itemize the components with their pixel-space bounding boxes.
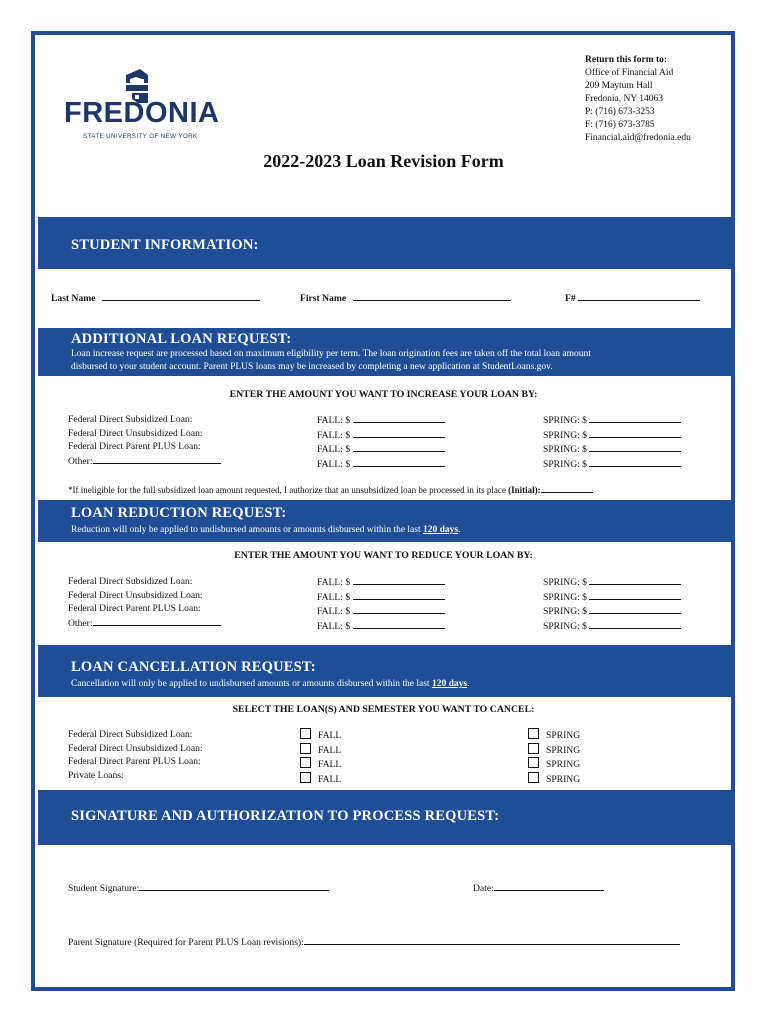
loan-label: Private Loans: [68,769,124,781]
increase-loan-list [68,413,221,468]
spring-amount-field[interactable] [589,442,681,452]
spring-amount-field[interactable] [589,428,681,438]
fall-label: FALL [318,759,342,771]
return-line: Fredonia, NY 14063 [585,94,664,104]
cancellation-desc: Cancellation will only be applied to undisbursed amounts or amounts disbursed within the last 120 days. [71,679,470,689]
other-field[interactable] [93,454,221,464]
reduction-loan-list [68,575,221,630]
student-signature-field[interactable] [139,881,329,891]
increase-desc-1: Loan increase request are processed based on maximum eligibility per term. The loan origination fees are taken off the total loan amount [71,349,591,359]
last-name-label: Last Name [51,293,96,304]
form-title: 2022-2023 Loan Revision Form [263,151,504,171]
spring-label: SPRING [546,773,581,785]
fall-checkbox[interactable] [300,743,311,754]
reduction-heading: LOAN REDUCTION REQUEST: [71,505,287,521]
spring-checkbox[interactable] [528,757,539,768]
fall-label: FALL [318,744,342,756]
spring-amount-field[interactable] [589,590,681,600]
fall-label: FALL: $ [317,458,351,470]
spring-label: SPRING: $ [543,429,587,441]
spring-amount-field[interactable] [589,604,681,614]
logo-wordmark: FREDONIA [64,97,220,129]
loan-label: Federal Direct Unsubsidized Loan: [68,589,203,601]
spring-label: SPRING: $ [543,591,587,603]
date-field[interactable] [494,881,604,891]
cancellation-desc-text: Cancellation will only be applied to undisbursed amounts or amounts disbursed within the last [71,679,430,689]
return-label: Return this form to: [585,55,668,65]
fall-label: FALL: $ [317,444,351,456]
spring-amount-field[interactable] [589,575,681,585]
fall-checkbox[interactable] [300,757,311,768]
fall-checkbox[interactable] [300,772,311,783]
fall-label: FALL: $ [317,577,351,588]
cancellation-instruction: SELECT THE LOAN(S) AND SEMESTER YOU WANT TO CANCEL: [232,704,535,715]
fall-label: FALL: $ [317,620,351,632]
spring-label: SPRING: $ [543,444,587,456]
reduction-spring-column [543,575,681,633]
spring-amount-field[interactable] [589,457,681,467]
reduction-desc-text: Reduction will only be applied to undisbursed amounts or amounts disbursed within the last [71,525,421,535]
loan-label: Federal Direct Subsidized Loan: [68,576,193,587]
student-info-band [38,217,735,269]
parent-signature-label: Parent Signature (Required for Parent PLUS Loan revisions): [68,937,304,948]
fall-amount-field[interactable] [353,575,445,585]
cancellation-heading: LOAN CANCELLATION REQUEST: [71,659,316,675]
logo-subtitle: STATE UNIVERSITY OF NEW YORK [83,133,198,140]
signature-heading: SIGNATURE AND AUTHORIZATION TO PROCESS REQUEST: [71,808,500,824]
spring-checkbox[interactable] [528,743,539,754]
loan-label: Federal Direct Parent PLUS Loan: [68,603,201,615]
cancellation-fall-column [300,728,341,786]
reduction-desc: Reduction will only be applied to undisbursed amounts or amounts disbursed within the last 120 days. [71,525,461,535]
last-name-field[interactable] [102,291,260,301]
return-email: Financial.aid@fredonia.edu [585,133,691,143]
increase-fall-column [317,413,445,471]
spring-checkbox[interactable] [528,728,539,739]
fall-amount-field[interactable] [353,590,445,600]
other-label: Other: [68,617,93,629]
cancellation-band [38,645,735,697]
first-name-label: First Name [300,293,347,304]
other-row [68,454,221,469]
fall-label: FALL: $ [317,591,351,603]
loan-label: Federal Direct Unsubsidized Loan: [68,427,203,439]
return-line: P: (716) 673-3253 [585,107,655,117]
reduction-band [38,500,735,542]
initial-field[interactable] [541,483,593,493]
loan-label: Federal Direct Subsidized Loan: [68,729,193,740]
cancellation-loan-list [68,728,203,782]
spring-label: SPRING [546,759,581,771]
fall-label: FALL [318,730,342,741]
fall-checkbox[interactable] [300,728,311,739]
reduction-days: 120 days [423,525,459,535]
spring-label: SPRING: $ [543,458,587,470]
return-line: Office of Financial Aid [585,68,674,78]
loan-label: Federal Direct Subsidized Loan: [68,414,193,425]
loan-label: Federal Direct Parent PLUS Loan: [68,756,201,768]
fall-amount-field[interactable] [353,619,445,629]
fall-label: FALL: $ [317,415,351,426]
f-number-field[interactable] [578,291,700,301]
fall-amount-field[interactable] [353,413,445,423]
increase-band [38,328,735,376]
fall-label: FALL: $ [317,429,351,441]
spring-amount-field[interactable] [589,619,681,629]
fall-label: FALL: $ [317,606,351,618]
return-line: F: (716) 673-3785 [585,120,655,130]
f-number-label: F# [565,293,576,304]
subsidized-note [68,483,593,495]
spring-label: SPRING [546,744,581,756]
increase-instruction: ENTER THE AMOUNT YOU WANT TO INCREASE YOUR LOAN BY: [229,389,538,400]
reduction-fall-column [317,575,445,633]
increase-desc-2: disbursed to your student account. Parent PLUS loans may be increased by completing a new application at StudentLoans.gov. [71,362,553,372]
subsidized-note-text: *If ineligible for the full subsidized loan amount requested, I authorize that an unsubsidized loan be processed in its place [68,485,506,495]
spring-label: SPRING [546,730,581,741]
parent-signature-row [68,935,680,948]
student-signature-label: Student Signature: [68,883,140,894]
increase-spring-column [543,413,681,471]
student-info-heading: STUDENT INFORMATION: [71,237,259,253]
signature-band [38,790,735,845]
fall-amount-field[interactable] [353,442,445,452]
other-row [68,616,221,631]
spring-label: SPRING: $ [543,620,587,632]
spring-label: SPRING: $ [543,577,587,588]
f-number-row [565,291,700,304]
first-name-row [300,291,511,304]
increase-heading: ADDITIONAL LOAN REQUEST: [71,331,292,347]
first-name-field[interactable] [353,291,511,301]
spring-amount-field[interactable] [589,413,681,423]
loan-label: Federal Direct Unsubsidized Loan: [68,742,203,754]
fall-amount-field[interactable] [353,457,445,467]
return-line: 209 Maytum Hall [585,81,653,91]
loan-label: Federal Direct Parent PLUS Loan: [68,441,201,453]
other-label: Other: [68,455,93,467]
spring-label: SPRING: $ [543,606,587,618]
other-field[interactable] [93,616,221,626]
last-name-row [51,291,260,304]
student-signature-row [68,881,329,894]
reduction-instruction: ENTER THE AMOUNT YOU WANT TO REDUCE YOUR LOAN BY: [234,550,533,561]
cancellation-spring-column [528,728,580,786]
date-row [473,881,604,894]
fall-amount-field[interactable] [353,604,445,614]
initial-label: (Initial): [508,485,541,495]
return-address [585,54,691,145]
fall-amount-field[interactable] [353,428,445,438]
parent-signature-field[interactable] [304,935,680,945]
fall-label: FALL [318,773,342,785]
form-frame [31,31,735,991]
spring-checkbox[interactable] [528,772,539,783]
spring-label: SPRING: $ [543,415,587,426]
date-label: Date: [473,883,494,894]
cancellation-days: 120 days [431,679,468,689]
